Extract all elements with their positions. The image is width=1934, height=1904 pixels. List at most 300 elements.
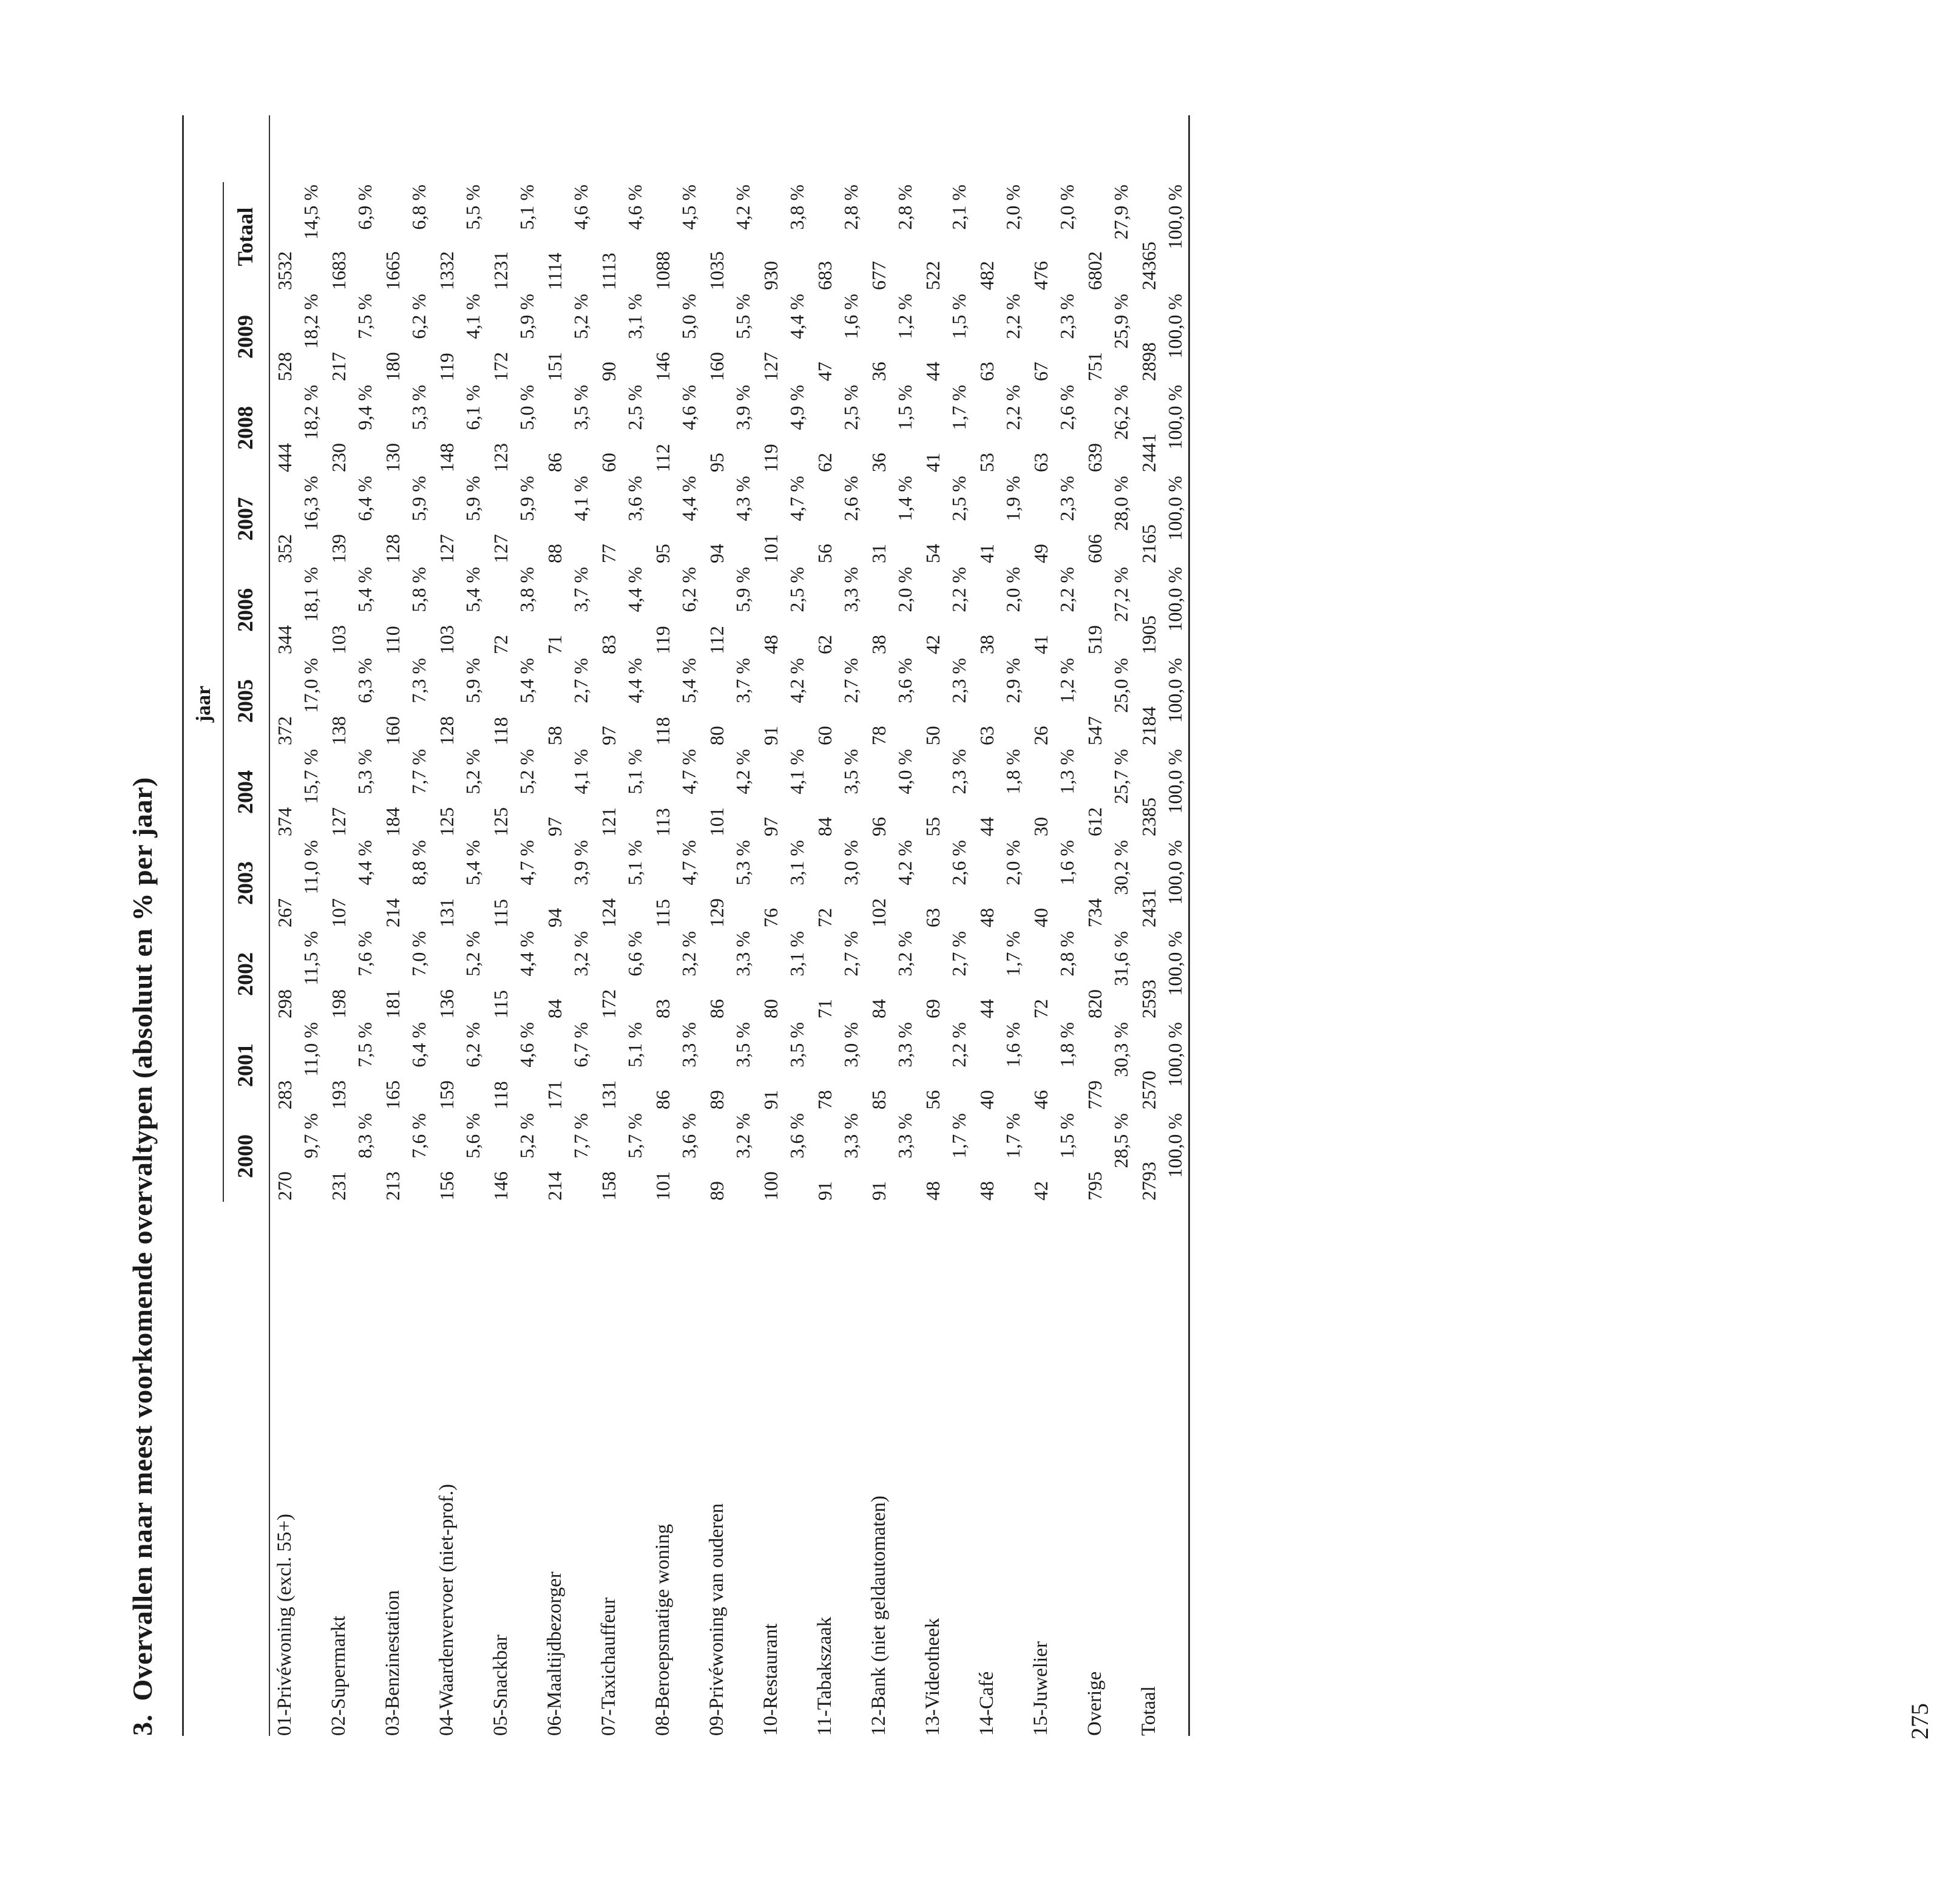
cell-absolute-value: 36 [868,453,890,472]
table-cell [270,656,324,747]
cell-percentage-value: 28,0 % [1110,476,1132,531]
table-cell [324,473,378,564]
cell-absolute-value: 46 [1030,1090,1052,1110]
cell-percentage-value: 6,7 % [570,1022,592,1068]
cell-absolute-value: 606 [1084,534,1106,563]
cell-absolute-value: 38 [868,635,890,654]
row-label: 05-Snackbar [490,1635,512,1736]
cell-percentage-value: 5,1 % [624,840,646,886]
cell-absolute-value: 71 [544,635,566,654]
cell-absolute-value: 72 [490,635,512,654]
cell-percentage-value: 100,0 % [1164,476,1186,541]
table-cell [1134,747,1188,838]
table-cell [1080,929,1134,1020]
cell-absolute-value: 160 [706,352,728,381]
cell-percentage-value: 2,2 % [1002,385,1024,430]
cell-absolute-value: 115 [490,990,512,1018]
cell-percentage-value: 28,5 % [1110,1113,1132,1168]
table-cell [864,291,918,382]
cell-absolute-value: 2431 [1138,889,1160,927]
table-cell [756,564,810,656]
table-cell [702,182,756,291]
table-cell [270,1111,324,1202]
cell-percentage-value: 5,3 % [732,840,754,886]
table-cell [324,656,378,747]
table-cell [594,182,648,291]
table-cell [1134,929,1188,1020]
cell-percentage-value: 2,0 % [1002,840,1024,886]
cell-percentage-value: 100,0 % [1164,1022,1186,1087]
cell-percentage-value: 6,3 % [354,658,376,703]
column-header: 2005 [233,679,257,723]
cell-percentage-value: 4,1 % [570,749,592,794]
cell-percentage-value: 2,2 % [948,1022,970,1068]
cell-percentage-value: 5,4 % [462,567,484,612]
cell-percentage-value: 5,9 % [732,567,754,612]
column-header: 2009 [233,315,257,359]
cell-absolute-value: 26 [1030,726,1052,745]
row-label: 15-Juwelier [1030,1641,1052,1736]
cell-percentage-value: 100,0 % [1164,567,1186,632]
table-cell [918,382,972,473]
cell-absolute-value: 119 [436,353,458,381]
table-cell [756,747,810,838]
cell-absolute-value: 72 [814,908,836,927]
cell-absolute-value: 136 [436,989,458,1018]
cell-percentage-value: 1,7 % [1002,1113,1024,1159]
cell-percentage-value: 7,6 % [408,1113,430,1159]
cell-percentage-value: 2,2 % [948,567,970,612]
table-cell [1134,382,1188,473]
cell-percentage-value: 2,3 % [1056,476,1078,521]
table-cell [864,656,918,747]
cell-absolute-value: 6802 [1084,251,1106,290]
cell-absolute-value: 53 [976,453,998,472]
cell-absolute-value: 151 [544,352,566,381]
cell-percentage-value: 4,1 % [570,476,592,521]
cell-percentage-value: 6,8 % [408,185,430,230]
table-cell [702,564,756,656]
table-cell [486,747,540,838]
cell-percentage-value: 100,0 % [1164,749,1186,814]
cell-absolute-value: 181 [382,989,404,1018]
table-cell [540,1111,594,1202]
cell-percentage-value: 5,9 % [516,294,538,339]
cell-absolute-value: 128 [382,534,404,563]
cell-percentage-value: 1,2 % [894,294,916,339]
cell-absolute-value: 41 [976,544,998,563]
cell-absolute-value: 44 [922,362,944,381]
table-cell [594,838,648,929]
cell-absolute-value: 97 [598,726,620,745]
table-cell [594,382,648,473]
table-cell [432,838,486,929]
table-cell [864,929,918,1020]
table-cell [270,1020,324,1111]
table-cell [972,656,1026,747]
table-cell [702,1111,756,1202]
cell-percentage-value: 2,8 % [840,185,862,230]
column-header: 2007 [233,497,257,541]
table-cell [972,182,1026,291]
group-header-rule [223,182,224,1202]
cell-absolute-value: 48 [922,1181,944,1201]
group-header-row [184,115,224,1736]
cell-absolute-value: 138 [328,716,350,745]
cell-absolute-value: 80 [706,726,728,745]
table-cell [324,564,378,656]
cell-absolute-value: 779 [1084,1080,1106,1110]
heading-text: Overvallen naar meest voorkomende overvaltypen (absoluut en % per jaar) [127,777,158,1701]
cell-percentage-value: 1,6 % [1002,1022,1024,1068]
cell-absolute-value: 127 [328,807,350,836]
table-cell [324,182,378,291]
cell-absolute-value: 184 [382,807,404,836]
cell-percentage-value: 1,7 % [948,1113,970,1159]
cell-percentage-value: 5,1 % [624,749,646,794]
table-cell [810,656,864,747]
cell-percentage-value: 5,1 % [624,1022,646,1068]
table-cell [594,473,648,564]
table-cell [972,382,1026,473]
cell-percentage-value: 7,3 % [408,658,430,703]
table-cell [864,747,918,838]
table-cell [1026,1111,1080,1202]
cell-absolute-value: 522 [922,261,944,290]
cell-percentage-value: 5,2 % [516,749,538,794]
cell-absolute-value: 160 [382,716,404,745]
data-table [182,115,1190,1736]
table-cell [1080,182,1134,291]
page-number: 275 [1906,1703,1933,1740]
cell-absolute-value: 146 [490,1171,512,1201]
cell-absolute-value: 97 [544,817,566,836]
table-cell [486,473,540,564]
cell-absolute-value: 41 [922,453,944,472]
cell-absolute-value: 62 [814,453,836,472]
table-cell [648,564,702,656]
cell-absolute-value: 374 [274,807,296,836]
cell-percentage-value: 4,7 % [678,840,700,886]
table-cell [972,473,1026,564]
table-cell [918,291,972,382]
cell-percentage-value: 3,6 % [624,476,646,521]
cell-percentage-value: 17,0 % [300,658,322,713]
row-label: Totaal [1138,1686,1160,1736]
table-cell [918,564,972,656]
cell-percentage-value: 2,3 % [948,658,970,703]
table-cell [594,291,648,382]
cell-percentage-value: 3,1 % [786,840,808,886]
cell-percentage-value: 3,5 % [570,385,592,430]
cell-percentage-value: 6,6 % [624,931,646,977]
table-cell [540,291,594,382]
cell-absolute-value: 50 [922,726,944,745]
cell-percentage-value: 5,2 % [570,294,592,339]
cell-percentage-value: 7,7 % [570,1113,592,1159]
table-cell [1080,747,1134,838]
cell-percentage-value: 1,7 % [1002,931,1024,977]
table-cell [486,564,540,656]
table-cell [378,1020,432,1111]
table-cell [702,382,756,473]
cell-absolute-value: 230 [328,443,350,472]
column-header-row [224,115,269,1736]
cell-percentage-value: 4,3 % [732,476,754,521]
cell-absolute-value: 528 [274,352,296,381]
cell-absolute-value: 115 [652,899,674,927]
cell-absolute-value: 115 [490,899,512,927]
cell-percentage-value: 100,0 % [1164,658,1186,723]
row-label-header [224,1202,269,1736]
cell-absolute-value: 58 [544,726,566,745]
table-cell [648,382,702,473]
table-cell [1134,838,1188,929]
cell-absolute-value: 128 [436,716,458,745]
row-label: 10-Restaurant [760,1623,782,1736]
table-cell [378,291,432,382]
column-header: 2000 [233,1134,257,1178]
cell-percentage-value: 5,1 % [516,185,538,230]
cell-percentage-value: 7,6 % [354,931,376,977]
cell-absolute-value: 156 [436,1171,458,1201]
table-cell [702,838,756,929]
cell-percentage-value: 3,8 % [516,567,538,612]
cell-absolute-value: 118 [652,717,674,745]
table-cell [918,929,972,1020]
cell-absolute-value: 125 [436,807,458,836]
cell-percentage-value: 4,7 % [516,840,538,886]
table-cell [324,1111,378,1202]
cell-absolute-value: 1905 [1138,615,1160,654]
cell-percentage-value: 6,1 % [462,385,484,430]
cell-percentage-value: 3,2 % [894,931,916,977]
table-cell [540,747,594,838]
cell-absolute-value: 63 [976,362,998,381]
cell-absolute-value: 63 [922,908,944,927]
cell-absolute-value: 172 [490,352,512,381]
cell-percentage-value: 2,3 % [948,749,970,794]
cell-percentage-value: 25,9 % [1110,294,1132,349]
cell-absolute-value: 63 [1030,453,1052,472]
table-cell [810,1020,864,1111]
cell-percentage-value: 5,2 % [516,1113,538,1159]
cell-percentage-value: 2,5 % [948,476,970,521]
cell-percentage-value: 3,3 % [732,931,754,977]
cell-absolute-value: 2165 [1138,524,1160,563]
cell-absolute-value: 639 [1084,443,1106,472]
table-cell [756,838,810,929]
table-cell [1080,838,1134,929]
cell-absolute-value: 130 [382,443,404,472]
cell-absolute-value: 83 [598,635,620,654]
table-cell [432,564,486,656]
cell-absolute-value: 101 [652,1171,674,1201]
cell-percentage-value: 6,2 % [408,294,430,339]
table-cell [864,473,918,564]
table-cell [648,1111,702,1202]
table-cell [756,1111,810,1202]
cell-percentage-value: 4,6 % [516,1022,538,1068]
cell-absolute-value: 90 [598,362,620,381]
table-cell [1026,564,1080,656]
cell-absolute-value: 125 [490,807,512,836]
table-cell [378,747,432,838]
cell-percentage-value: 3,2 % [732,1113,754,1159]
cell-absolute-value: 60 [814,726,836,745]
cell-absolute-value: 751 [1084,352,1106,381]
table-cell [486,929,540,1020]
table-cell [1026,747,1080,838]
cell-absolute-value: 112 [706,626,728,654]
cell-percentage-value: 4,4 % [786,294,808,339]
cell-percentage-value: 1,8 % [1002,749,1024,794]
cell-percentage-value: 5,5 % [462,185,484,230]
cell-absolute-value: 118 [490,717,512,745]
table-cell [378,473,432,564]
cell-percentage-value: 5,9 % [462,658,484,703]
cell-percentage-value: 31,6 % [1110,931,1132,986]
cell-percentage-value: 27,9 % [1110,185,1132,240]
cell-absolute-value: 91 [760,726,782,745]
table-cell [756,929,810,1020]
cell-absolute-value: 1665 [382,251,404,290]
cell-percentage-value: 1,8 % [1056,1022,1078,1068]
table-cell [540,182,594,291]
cell-absolute-value: 482 [976,261,998,290]
cell-percentage-value: 5,4 % [678,658,700,703]
cell-absolute-value: 103 [436,625,458,654]
cell-absolute-value: 127 [436,534,458,563]
table-cell [972,747,1026,838]
cell-absolute-value: 91 [814,1181,836,1201]
cell-absolute-value: 283 [274,1080,296,1110]
cell-percentage-value: 2,7 % [948,931,970,977]
table-cell [486,182,540,291]
cell-percentage-value: 4,0 % [894,749,916,794]
cell-absolute-value: 352 [274,534,296,563]
cell-absolute-value: 77 [598,544,620,563]
cell-percentage-value: 11,5 % [300,931,322,986]
cell-absolute-value: 80 [760,999,782,1018]
cell-percentage-value: 5,5 % [732,294,754,339]
cell-absolute-value: 193 [328,1080,350,1110]
cell-absolute-value: 476 [1030,261,1052,290]
table-cell [702,929,756,1020]
column-header: 2008 [233,406,257,450]
table-cell [918,747,972,838]
column-header: 2004 [233,770,257,814]
cell-percentage-value: 3,8 % [786,185,808,230]
column-header: 2003 [233,861,257,905]
table-cell [1080,564,1134,656]
cell-percentage-value: 2,1 % [948,185,970,230]
cell-absolute-value: 1332 [436,251,458,290]
cell-percentage-value: 14,5 % [300,185,322,240]
table-cell [486,838,540,929]
cell-percentage-value: 3,0 % [840,840,862,886]
table-cell [486,291,540,382]
cell-absolute-value: 270 [274,1171,296,1201]
table-cell [432,747,486,838]
table-cell [1134,291,1188,382]
cell-percentage-value: 1,6 % [1056,840,1078,886]
table-cell [810,838,864,929]
cell-absolute-value: 217 [328,352,350,381]
cell-absolute-value: 158 [598,1171,620,1201]
cell-absolute-value: 131 [598,1080,620,1110]
cell-percentage-value: 1,4 % [894,476,916,521]
cell-percentage-value: 5,4 % [354,567,376,612]
row-label: 13-Videotheek [922,1618,944,1736]
table-cell [864,1020,918,1111]
table-cell [648,1020,702,1111]
cell-absolute-value: 121 [598,807,620,836]
table-cell [432,291,486,382]
cell-absolute-value: 71 [814,999,836,1018]
table-cell [648,182,702,291]
cell-absolute-value: 76 [760,908,782,927]
table-cell [594,929,648,1020]
cell-percentage-value: 4,7 % [678,749,700,794]
cell-absolute-value: 84 [814,817,836,836]
cell-percentage-value: 9,4 % [354,385,376,430]
table-cell [324,382,378,473]
cell-percentage-value: 1,5 % [894,385,916,430]
cell-absolute-value: 38 [976,635,998,654]
table-cell [540,564,594,656]
table-cell [270,747,324,838]
table-cell [1134,182,1188,291]
cell-percentage-value: 1,5 % [1056,1113,1078,1159]
cell-percentage-value: 2,6 % [948,840,970,886]
cell-percentage-value: 2,7 % [570,658,592,703]
cell-percentage-value: 16,3 % [300,476,322,531]
cell-absolute-value: 83 [652,999,674,1018]
table-cell [1026,473,1080,564]
cell-absolute-value: 213 [382,1171,404,1201]
table-cell [594,564,648,656]
cell-absolute-value: 795 [1084,1171,1106,1201]
cell-absolute-value: 44 [976,999,998,1018]
cell-absolute-value: 40 [976,1090,998,1110]
cell-absolute-value: 547 [1084,716,1106,745]
row-label: 04-Waardenvervoer (niet-prof.) [436,1483,458,1736]
cell-percentage-value: 11,0 % [300,1022,322,1077]
table-cell [540,838,594,929]
table-cell [270,291,324,382]
cell-absolute-value: 2385 [1138,798,1160,836]
cell-absolute-value: 101 [706,807,728,836]
table-cell [972,929,1026,1020]
cell-absolute-value: 2570 [1138,1071,1160,1110]
cell-percentage-value: 4,6 % [624,185,646,230]
cell-absolute-value: 42 [922,635,944,654]
cell-percentage-value: 4,1 % [462,294,484,339]
cell-absolute-value: 148 [436,443,458,472]
cell-percentage-value: 7,0 % [408,931,430,977]
table-cell [324,838,378,929]
table-cell [594,1020,648,1111]
cell-absolute-value: 139 [328,534,350,563]
cell-percentage-value: 3,3 % [894,1113,916,1159]
cell-absolute-value: 298 [274,989,296,1018]
cell-absolute-value: 131 [436,898,458,927]
cell-absolute-value: 344 [274,625,296,654]
cell-percentage-value: 2,0 % [1056,185,1078,230]
cell-percentage-value: 2,2 % [1056,567,1078,612]
cell-percentage-value: 2,0 % [1002,567,1024,612]
